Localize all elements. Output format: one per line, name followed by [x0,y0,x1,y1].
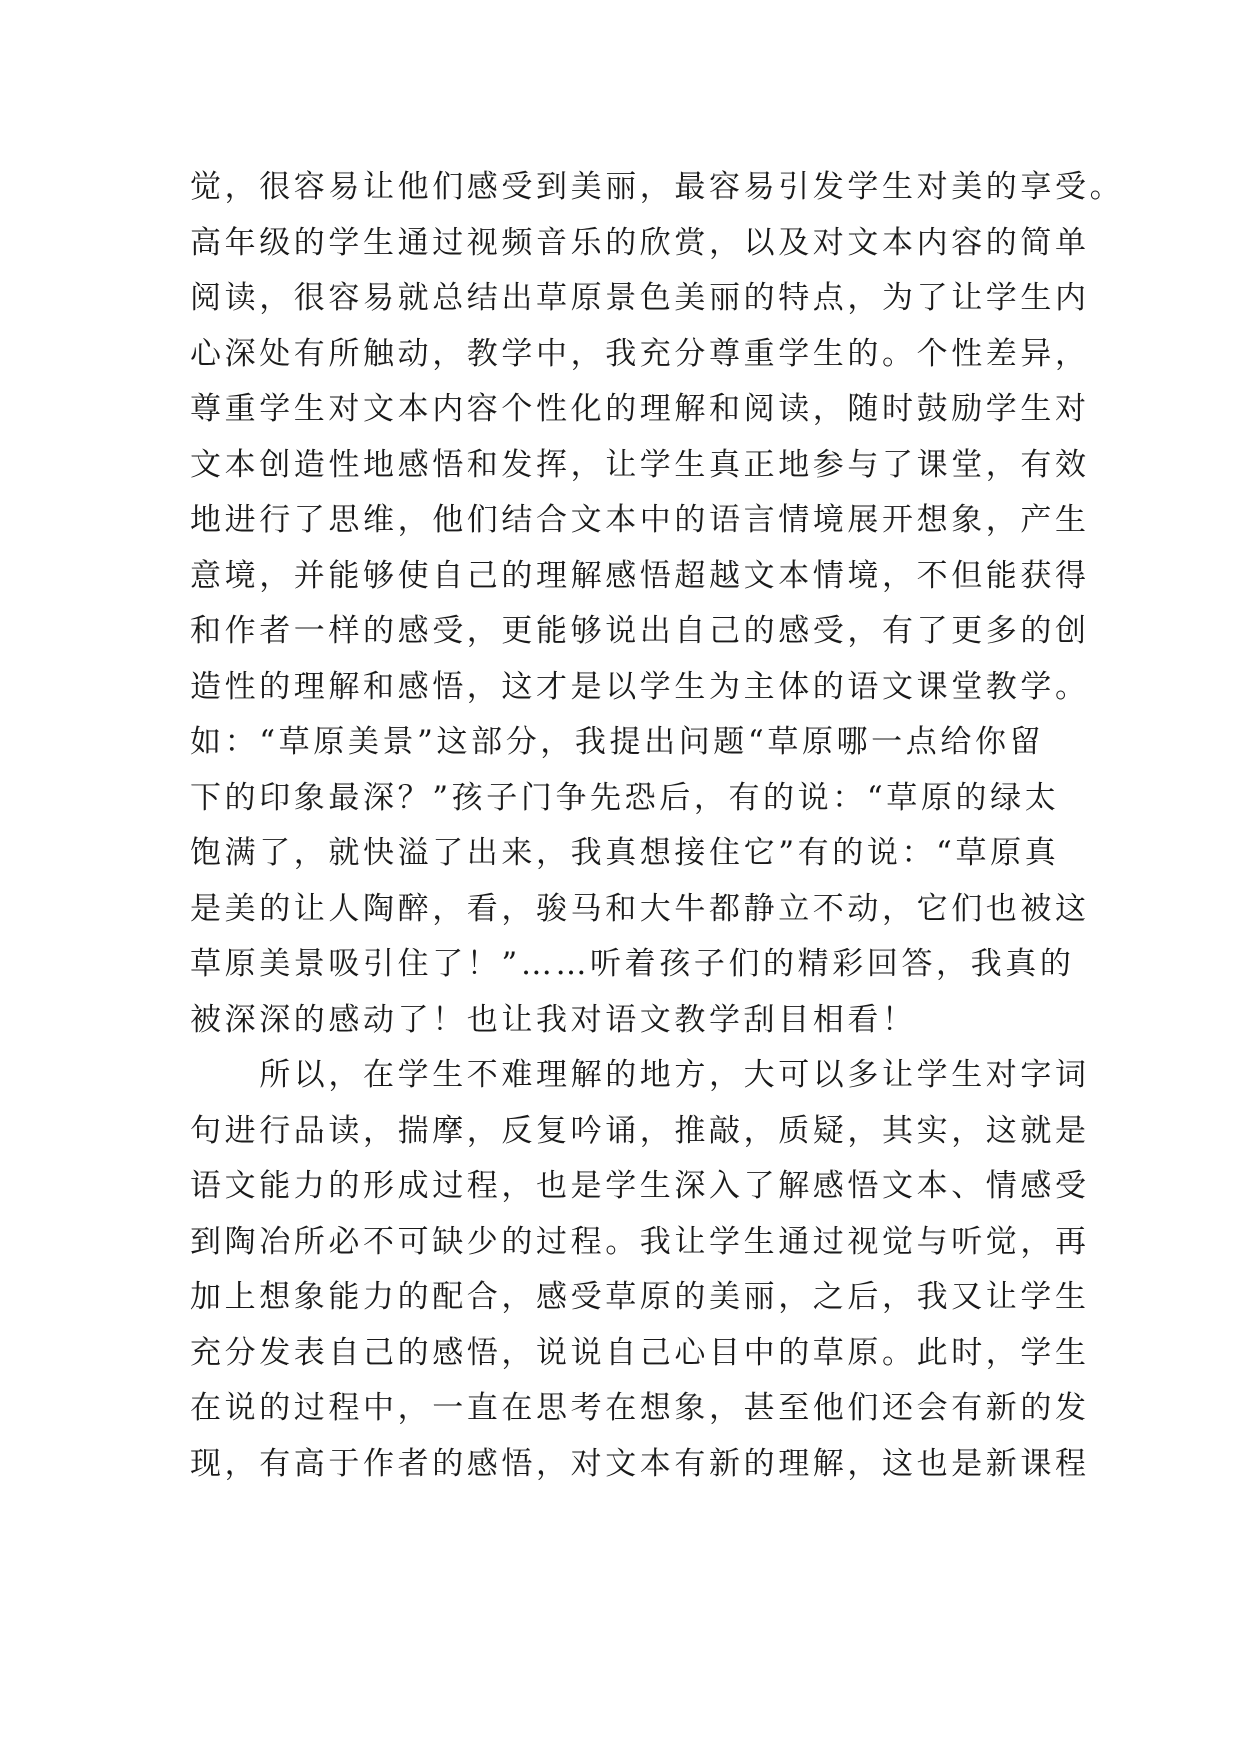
text-line: 尊重学生对文本内容个性化的理解和阅读，随时鼓励学生对 [190,391,1090,427]
text-line: 下的印象最深？”孩子门争先恐后，有的说：“草原的绿太 [190,779,1060,816]
text-line: 高年级的学生通过视频音乐的欣赏，以及对文本内容的简单 [190,224,1090,261]
text-line: 在说的过程中，一直在思考在想象，甚至他们还会有新的发 [190,1390,1090,1426]
text-line: 所以，在学生不难理解的地方，大可以多让学生对字词 [190,1057,1090,1093]
text-line: 阅读，很容易就总结出草原景色美丽的特点，为了让学生内 [190,280,1090,316]
text-line: 心深处有所触动，教学中，我充分尊重学生的。个性差异， [190,335,1090,372]
text-line: 被深深的感动了！也让我对语文教学刮目相看！ [190,1001,917,1038]
text-line: 现，有高于作者的感悟，对文本有新的理解，这也是新课程 [190,1445,1090,1482]
text-line: 意境，并能够使自己的理解感悟超越文本情境，不但能获得 [190,557,1090,594]
text-line: 语文能力的形成过程，也是学生深入了解感悟文本、情感受 [190,1168,1090,1204]
text-line: 文本创造性地感悟和发挥，让学生真正地参与了课堂，有效 [190,446,1090,483]
text-line: 句进行品读，揣摩，反复吟诵，推敲，质疑，其实，这就是 [190,1112,1090,1149]
text-line: 加上想象能力的配合，感受草原的美丽，之后，我又让学生 [190,1279,1090,1315]
text-line: 造性的理解和感悟，这才是以学生为主体的语文课堂教学。 [190,668,1090,705]
text-line: 是美的让人陶醉，看，骏马和大牛都静立不动，它们也被这 [190,890,1090,927]
text-line: 如：“草原美景”这部分，我提出问题“草原哪一点给你留 [190,724,1045,760]
body-text [190,160,1125,1492]
text-line: 地进行了思维，他们结合文本中的语言情境展开想象，产生 [190,502,1090,538]
text-line: 到陶冶所必不可缺少的过程。我让学生通过视觉与听觉，再 [190,1223,1090,1260]
text-line: 和作者一样的感受，更能够说出自己的感受，有了更多的创 [190,613,1090,649]
text-line: 充分发表自己的感悟，说说自己心目中的草原。此时，学生 [190,1334,1090,1371]
text-line: 草原美景吸引住了！”……听着孩子们的精彩回答，我真的 [190,946,1075,982]
text-line: 觉，很容易让他们感受到美丽，最容易引发学生对美的享受。 [190,169,1125,205]
text-line: 饱满了，就快溢了出来，我真想接住它”有的说：“草原真 [190,835,1060,871]
